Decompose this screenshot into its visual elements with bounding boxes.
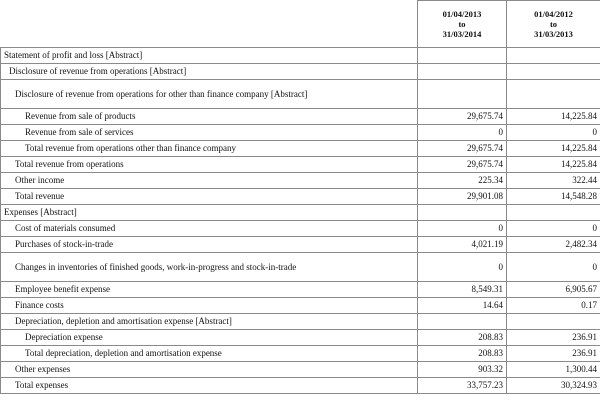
value-period-2: 2,482.34 xyxy=(507,237,600,253)
value-period-2: 0.17 xyxy=(507,298,600,314)
row-label: Expenses [Abstract] xyxy=(1,205,418,221)
table-row xyxy=(1,80,600,109)
table-row xyxy=(1,173,600,189)
row-label: Finance costs xyxy=(1,298,418,314)
row-label: Total revenue from operations xyxy=(1,157,418,173)
value-period-1 xyxy=(418,205,507,221)
table-row xyxy=(1,237,600,253)
table-row xyxy=(1,125,600,141)
value-period-1: 29,675.74 xyxy=(418,141,507,157)
table-row xyxy=(1,64,600,80)
row-label: Changes in inventories of finished goods, work-in-progress and stock-in-trade xyxy=(1,253,418,282)
value-period-2: 30,324.93 xyxy=(507,378,600,394)
period-2-to: to xyxy=(549,19,558,29)
value-period-1: 8,549.31 xyxy=(418,282,507,298)
value-period-1 xyxy=(418,80,507,109)
row-label: Total revenue xyxy=(1,189,418,205)
value-period-2 xyxy=(507,48,600,64)
value-period-1: 0 xyxy=(418,221,507,237)
row-label: Total expenses xyxy=(1,378,418,394)
table-row xyxy=(1,330,600,346)
value-period-2: 14,548.28 xyxy=(507,189,600,205)
value-period-2 xyxy=(507,64,600,80)
row-label: Total revenue from operations other than finance company xyxy=(1,141,418,157)
value-period-1: 29,675.74 xyxy=(418,157,507,173)
period-1-start: 01/04/2013 xyxy=(442,9,482,19)
row-label: Statement of profit and loss [Abstract] xyxy=(1,48,418,64)
table-body xyxy=(1,48,600,394)
table-row xyxy=(1,298,600,314)
table-row xyxy=(1,205,600,221)
value-period-1 xyxy=(418,314,507,330)
value-period-1 xyxy=(418,64,507,80)
value-period-2: 14,225.84 xyxy=(507,141,600,157)
table-row xyxy=(1,221,600,237)
value-period-1: 29,675.74 xyxy=(418,109,507,125)
table-row xyxy=(1,48,600,64)
value-period-1: 29,901.08 xyxy=(418,189,507,205)
row-label: Depreciation, depletion and amortisation expense [Abstract] xyxy=(1,314,418,330)
value-period-2: 0 xyxy=(507,125,600,141)
row-label: Other income xyxy=(1,173,418,189)
row-label: Revenue from sale of products xyxy=(1,109,418,125)
value-period-1: 0 xyxy=(418,253,507,282)
value-period-1 xyxy=(418,48,507,64)
period-2-end: 31/03/2013 xyxy=(534,29,573,39)
value-period-2: 14,225.84 xyxy=(507,157,600,173)
value-period-1: 0 xyxy=(418,125,507,141)
row-label: Total depreciation, depletion and amortisation expense xyxy=(1,346,418,362)
row-label: Purchases of stock-in-trade xyxy=(1,237,418,253)
value-period-2: 0 xyxy=(507,221,600,237)
row-label: Disclosure of revenue from operations for other than finance company [Abstract] xyxy=(1,80,418,109)
table-row xyxy=(1,189,600,205)
period-1-to: to xyxy=(458,19,466,29)
table-row xyxy=(1,362,600,378)
value-period-2: 236.91 xyxy=(507,346,600,362)
value-period-2: 6,905.67 xyxy=(507,282,600,298)
table-row xyxy=(1,109,600,125)
value-period-1: 903.32 xyxy=(418,362,507,378)
row-label: Cost of materials consumed xyxy=(1,221,418,237)
row-label: Disclosure of revenue from operations [Abstract] xyxy=(1,64,418,80)
period-1-header xyxy=(418,1,507,48)
value-period-2 xyxy=(507,205,600,221)
row-label: Revenue from sale of services xyxy=(1,125,418,141)
row-label: Other expenses xyxy=(1,362,418,378)
value-period-1: 208.83 xyxy=(418,330,507,346)
period-1-end: 31/03/2014 xyxy=(442,29,482,39)
value-period-1: 4,021.19 xyxy=(418,237,507,253)
value-period-2: 322.44 xyxy=(507,173,600,189)
table-row xyxy=(1,346,600,362)
table-row xyxy=(1,314,600,330)
value-period-2: 14,225.84 xyxy=(507,109,600,125)
value-period-2 xyxy=(507,314,600,330)
row-label: Employee benefit expense xyxy=(1,282,418,298)
value-period-1: 208.83 xyxy=(418,346,507,362)
period-2-header xyxy=(507,1,600,48)
value-period-2 xyxy=(507,80,600,109)
value-period-1: 33,757.23 xyxy=(418,378,507,394)
table-row xyxy=(1,282,600,298)
period-2-start: 01/04/2012 xyxy=(534,9,573,19)
table-row xyxy=(1,253,600,282)
table-row xyxy=(1,378,600,394)
row-label: Depreciation expense xyxy=(1,330,418,346)
value-period-1: 14.64 xyxy=(418,298,507,314)
value-period-2: 0 xyxy=(507,253,600,282)
header-row xyxy=(1,1,600,48)
table-row xyxy=(1,141,600,157)
header-label-cell xyxy=(1,1,418,48)
value-period-2: 236.91 xyxy=(507,330,600,346)
value-period-2: 1,300.44 xyxy=(507,362,600,378)
table-row xyxy=(1,157,600,173)
value-period-1: 225.34 xyxy=(418,173,507,189)
